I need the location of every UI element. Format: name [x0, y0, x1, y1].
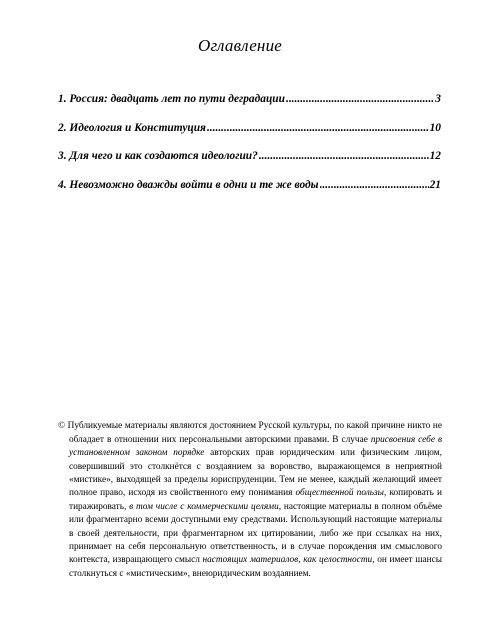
copyright-emphasis: присвоения себе в установленном законом порядке [69, 434, 442, 459]
toc-leader-dots [320, 179, 429, 191]
copyright-emphasis: общественной пользы [295, 488, 384, 499]
toc-leader-dots [207, 122, 429, 134]
toc-entry-3[interactable] [58, 150, 441, 179]
toc-leader-dots [259, 150, 429, 162]
toc-entry-text: 3. Для чего и как создаются идеологии? [58, 150, 258, 162]
toc-leader-dots [286, 93, 434, 105]
toc-entry-text: 4. Невозможно дважды войти в одни и те же воды [58, 178, 319, 191]
copyright-text: , копировать и тиражировать, [69, 488, 443, 512]
toc-entry-page: 21 [429, 178, 441, 191]
copyright-text: авторских прав юридическим или физическим лицом, совершивший это столкнётся с воздаянием за воровство, выражающемся в неприятной «мистике», выходящей за пределы юриспруденции. Тем не менее, каждый желающий имеет полное право, исходя из свойственного ему понимания [69, 448, 442, 499]
toc-entry-4[interactable] [58, 179, 441, 208]
copyright-text: , настоящие материалы в полном объёме или фрагментарно всеми доступными ему средствами. Использующий настоящие материалы в своей деятельности, при фрагментарном их цитировании, либо же при ссылках на них, принимает на себя персональную ответственность, и в случае порождения им смыслового контекста, извращающего смысл [69, 501, 443, 566]
table-of-contents [58, 93, 441, 207]
copyright-notice [58, 420, 442, 581]
toc-title: Оглавление [197, 36, 283, 55]
toc-entry-page: 3 [435, 93, 441, 105]
copyright-emphasis: в том числе с коммерческими целями [129, 501, 279, 512]
toc-entry-text: 1. Россия: двадцать лет по пути деградации [58, 93, 285, 105]
toc-entry-page: 10 [429, 121, 441, 134]
toc-entry-text: 2. Идеология и Конституция [58, 121, 206, 134]
copyright-emphasis: настоящих материалов, как целостности [202, 555, 373, 566]
copyright-text: © Публикуемые материалы являются достоянием Русской культуры, по какой причине никто не обладает в отношении них персональными авторскими правами. В случае [58, 421, 442, 445]
copyright-text: , он имеет шансы столкнуться с «мистическим», внеюридическим воздаянием. [69, 555, 442, 579]
toc-entry-page: 12 [429, 150, 441, 162]
toc-entry-1[interactable] [58, 93, 441, 122]
toc-entry-2[interactable] [58, 122, 441, 151]
